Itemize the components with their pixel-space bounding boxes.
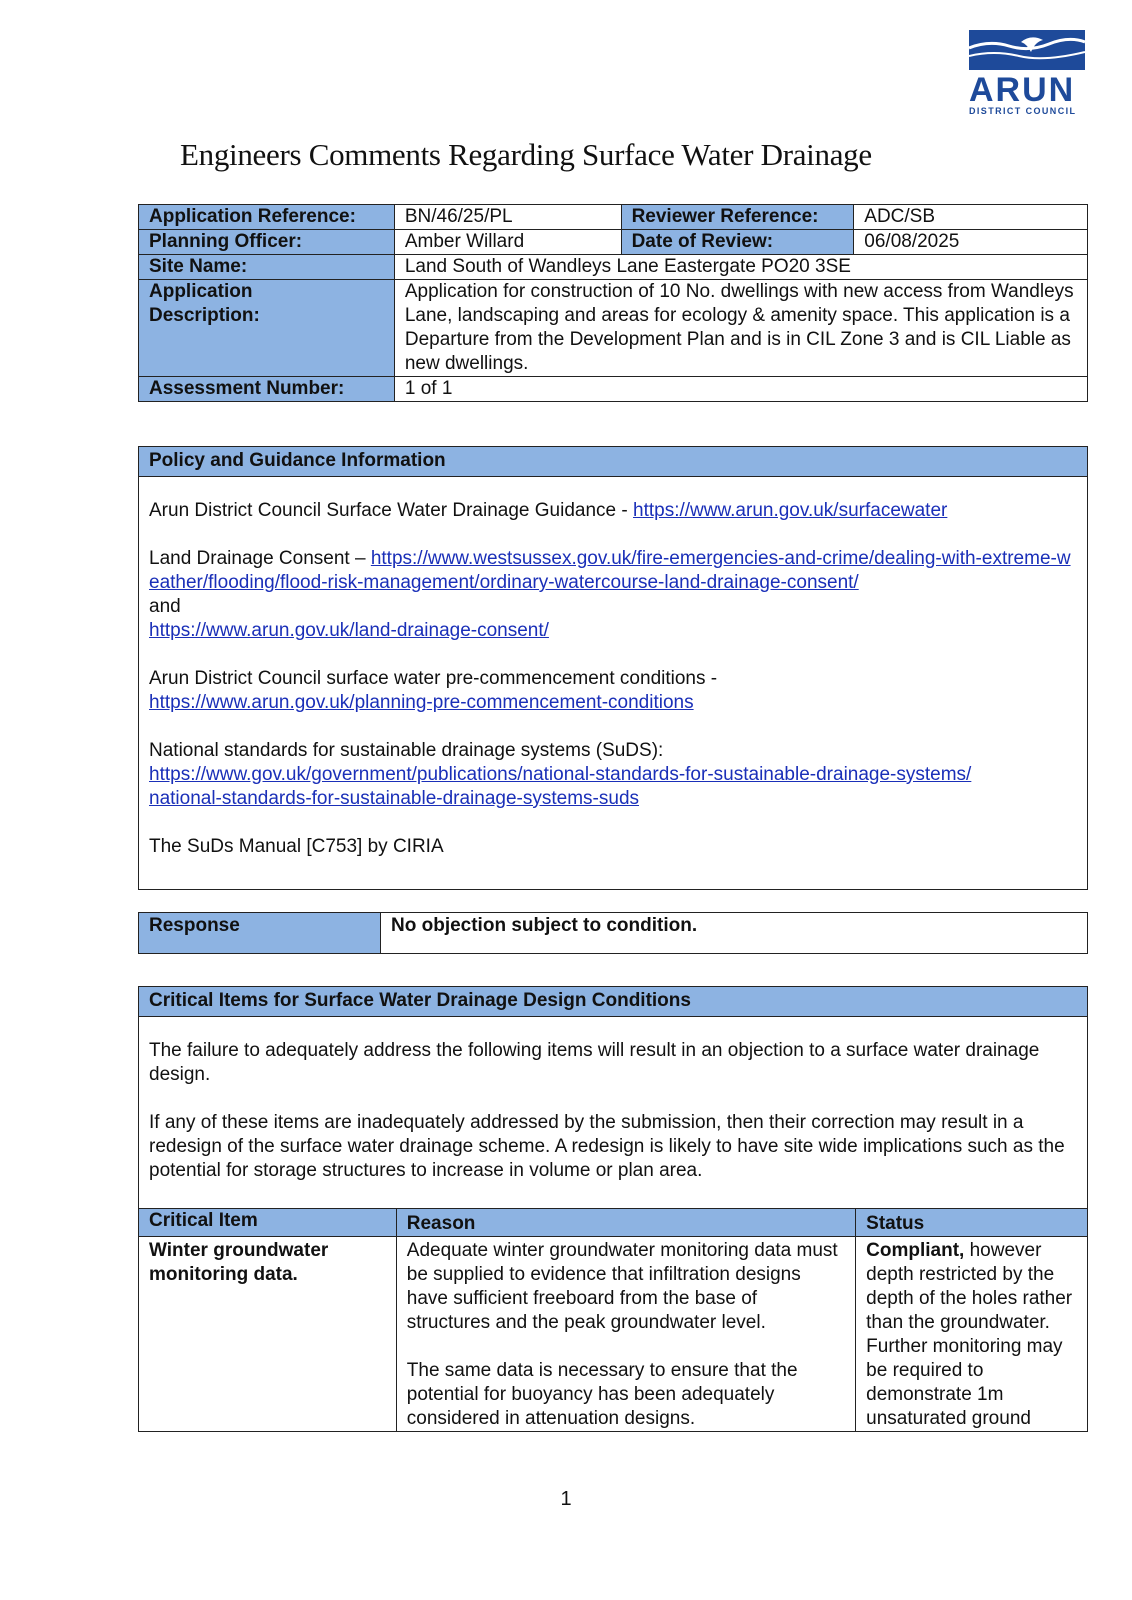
policy-item-pre-commencement-text: Arun District Council surface water pre-commencement conditions - (149, 668, 718, 689)
status-compliant-badge: Compliant, (866, 1240, 965, 1261)
response-section (138, 912, 1088, 954)
national-standards-suds-link[interactable]: https://www.gov.uk/government/publications/national-standards-for-sustainable-drainage-systems/national-standards-for-sustainable-drainage-systems-suds (149, 764, 972, 809)
policy-guidance-header: Policy and Guidance Information (139, 447, 1087, 477)
planning-officer-value: Amber Willard (394, 230, 621, 255)
logo-wordmark: ARUN (969, 71, 1076, 109)
logo-subtitle: DISTRICT COUNCIL (969, 106, 1077, 116)
application-description-label: Application Description: (139, 280, 395, 377)
date-of-review-value: 06/08/2025 (854, 230, 1088, 255)
planning-officer-label: Planning Officer: (139, 230, 395, 255)
policy-item-national-standards-text: National standards for sustainable drainage systems (SuDS): (149, 740, 664, 761)
policy-item-suds-manual: The SuDs Manual [C753] by CIRIA (149, 836, 444, 857)
arun-land-drainage-consent-link[interactable]: https://www.arun.gov.uk/land-drainage-consent/ (149, 620, 549, 641)
page-title: Engineers Comments Regarding Surface Water Drainage (180, 137, 872, 172)
response-value: No objection subject to condition. (391, 915, 698, 936)
pre-commencement-conditions-link[interactable]: https://www.arun.gov.uk/planning-pre-commencement-conditions (149, 692, 694, 713)
status-detail: however depth restricted by the depth of the holes rather than the groundwater. Further monitoring may be required to demonstrate 1m unsaturated ground (866, 1240, 1073, 1429)
reason-paragraph-2: The same data is necessary to ensure that the potential for buoyancy has been adequately considered in attenuation designs. (406, 1360, 798, 1429)
assessment-number-value: 1 of 1 (394, 377, 1087, 402)
site-name-value: Land South of Wandleys Lane Eastergate PO20 3SE (394, 255, 1087, 280)
response-label: Response (139, 913, 381, 953)
page-number: 1 (560, 1488, 572, 1510)
reason-cell (396, 1237, 855, 1432)
reason-paragraph-1: Adequate winter groundwater monitoring data must be supplied to evidence that infiltration designs have sufficient freeboard from the base of structures and the peak groundwater level. (406, 1240, 838, 1333)
policy-item-and-text: and (149, 596, 181, 617)
column-status: Status (856, 1209, 1088, 1237)
table-row (139, 1237, 1088, 1432)
critical-intro-1: The failure to adequately address the following items will result in an objection to a surface water drainage design. (149, 1040, 1040, 1085)
policy-item-surface-water-text: Arun District Council Surface Water Drainage Guidance - (149, 500, 633, 521)
site-name-label: Site Name: (139, 255, 395, 280)
policy-item-land-drainage-text: Land Drainage Consent – (149, 548, 371, 569)
status-cell (856, 1237, 1088, 1432)
critical-items-section (138, 986, 1088, 1210)
application-reference-label: Application Reference: (139, 205, 395, 230)
reviewer-reference-value: ADC/SB (854, 205, 1088, 230)
reviewer-reference-label: Reviewer Reference: (621, 205, 854, 230)
critical-intro-2: If any of these items are inadequately addressed by the submission, then their correction may result in a redesign of the surface water drainage scheme. A redesign is likely to have site wide implications such as the potential for storage structures to increase in volume or plan area. (149, 1112, 1065, 1181)
date-of-review-label: Date of Review: (621, 230, 854, 255)
critical-items-header: Critical Items for Surface Water Drainage Design Conditions (139, 987, 1087, 1017)
seagull-wave-icon (969, 30, 1085, 70)
west-sussex-land-drainage-link[interactable]: https://www.westsussex.gov.uk/fire-emergencies-and-crime/dealing-with-extreme-weather/flooding/flood-risk-management/ordinary-watercourse-land-drainage-consent/ (149, 548, 1071, 593)
application-summary-table (138, 204, 1088, 402)
column-reason: Reason (396, 1209, 855, 1237)
application-reference-value: BN/46/25/PL (394, 205, 621, 230)
column-critical-item: Critical Item (139, 1209, 397, 1237)
critical-items-table (138, 1208, 1088, 1432)
critical-item-cell: Winter groundwater monitoring data. (139, 1237, 397, 1432)
application-description-value: Application for construction of 10 No. dwellings with new access from Wandleys Lane, landscaping and areas for ecology & amenity space. This application is a Departure from the Development Plan and is in CIL Zone 3 and is CIL Liable as new dwellings. (394, 280, 1087, 377)
policy-guidance-section (138, 446, 1088, 890)
assessment-number-label: Assessment Number: (139, 377, 395, 402)
surface-water-guidance-link[interactable]: https://www.arun.gov.uk/surfacewater (633, 500, 948, 521)
arun-district-council-logo (969, 30, 1087, 120)
